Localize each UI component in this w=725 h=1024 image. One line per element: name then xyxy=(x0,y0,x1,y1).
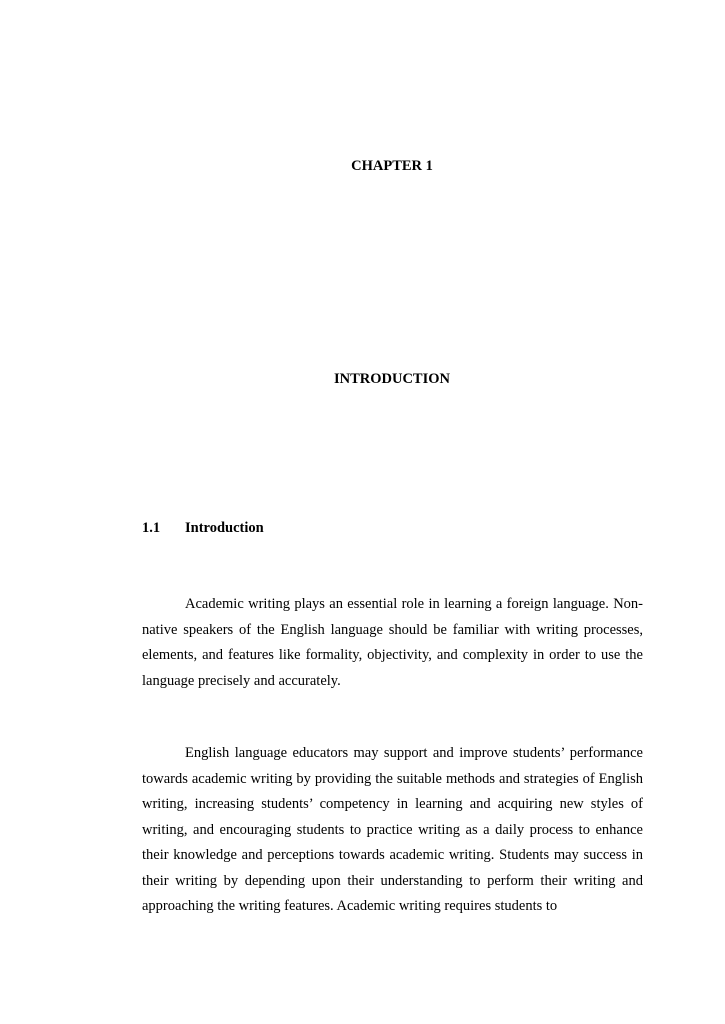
body-paragraph: English language educators may support and improve students’ performance towards academic writing by providing the suitable methods and strategies of English writing, increasing students’ competency in learning and acquiring new styles of writing, and encouraging students to practice writing as a daily process to enhance their knowledge and perceptions towards academic writing. Students may success in their writing by depending upon their understanding to perform their writing and approaching the writing features. Academic writing requires students to xyxy=(142,745,643,914)
section-number: 1.1 xyxy=(142,520,161,536)
section-heading xyxy=(142,520,264,537)
section-title: Introduction xyxy=(185,520,264,536)
chapter-label: CHAPTER 1 xyxy=(351,158,433,174)
body-paragraph: Academic writing plays an essential role in learning a foreign language. Non-native speakers of the English language should be familiar with writing processes, elements, and features like formality, objectivity, and complexity in order to use the language precisely and accurately. xyxy=(142,596,643,689)
chapter-title: INTRODUCTION xyxy=(333,371,450,387)
